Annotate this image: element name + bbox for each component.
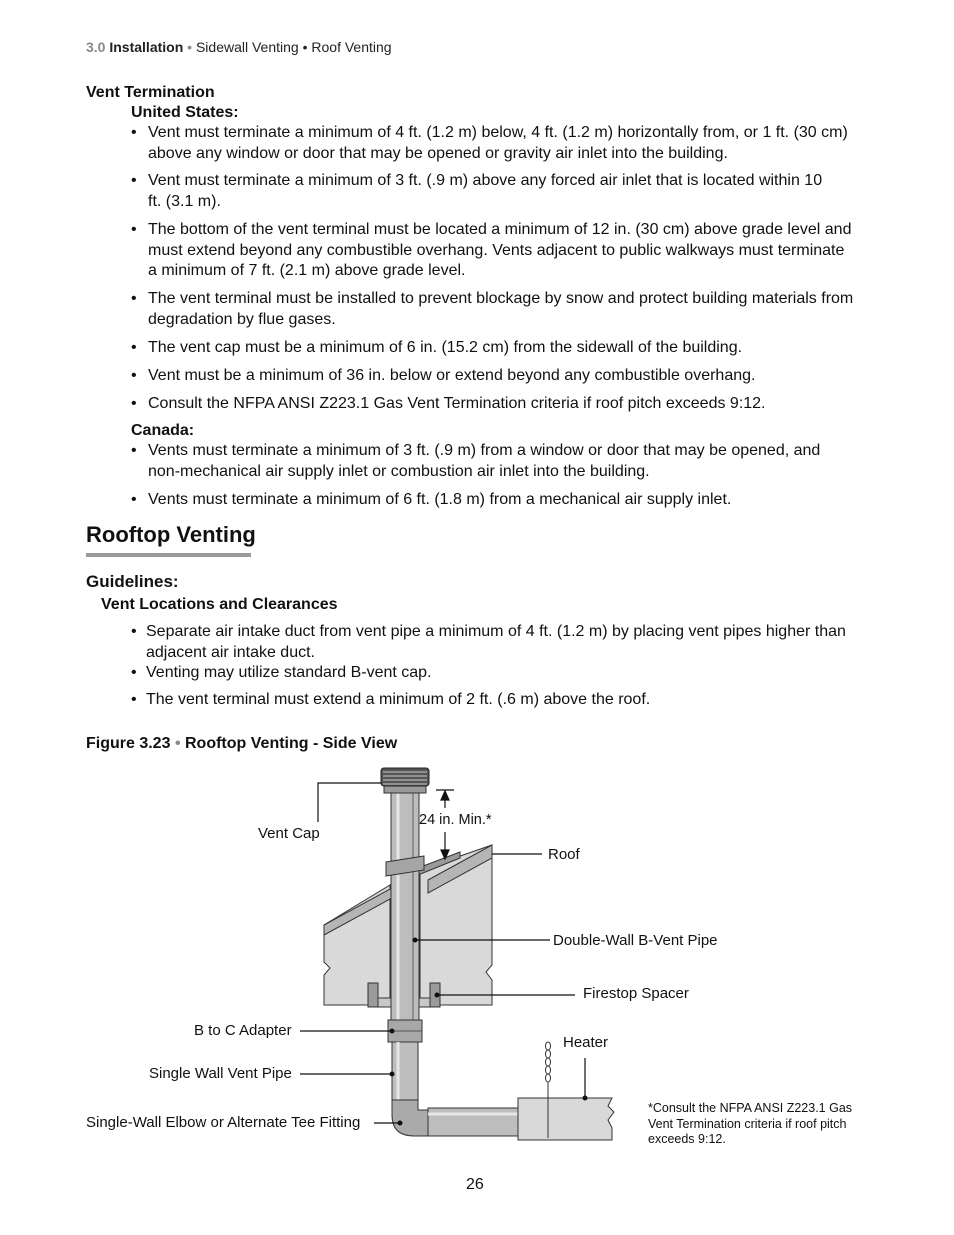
breadcrumb-sidewall: Sidewall Venting: [195, 39, 299, 55]
list-item-text: The vent cap must be a minimum of 6 in. (15.2 cm) from the sidewall of the building.: [148, 339, 743, 356]
bullet: •: [131, 172, 137, 189]
bullet: •: [131, 691, 137, 708]
list-item-text: Separate air intake duct from vent pipe a minimum of 4 ft. (1.2 m) by placing vent pipes higher than adjacent air intake duct.: [146, 623, 846, 661]
vent-termination-title: Vent Termination: [86, 84, 215, 101]
horizontal-pipe: [428, 1108, 518, 1136]
bullet: •: [131, 395, 137, 412]
firestop-spacer-left: [368, 983, 378, 1007]
bullet: •: [131, 491, 137, 508]
list-item-text: Vents must terminate a minimum of 3 ft. (.9 m) from a window or door that may be opened, and non-mechanical air supply inlet or combustion air inlet into the building.: [148, 442, 821, 480]
bullet: •: [131, 221, 137, 238]
figure-separator: •: [174, 735, 181, 752]
page-number: 26: [466, 1176, 484, 1193]
figure-footnote: *Consult the NFPA ANSI Z223.1 Gas Vent Termination criteria if roof pitch exceeds 9:12.: [648, 1101, 853, 1146]
label-vent-cap: Vent Cap: [258, 825, 320, 842]
label-roof: Roof: [548, 846, 580, 863]
figure-title: Rooftop Venting - Side View: [185, 735, 398, 752]
list-item-text: Vent must terminate a minimum of 4 ft. (1.2 m) below, 4 ft. (1.2 m) horizontally from, or 1 ft. (30 cm) above any window or door that may be opened or gravity air inlet into the building.: [148, 124, 848, 162]
label-b-vent-pipe: Double-Wall B-Vent Pipe: [553, 932, 718, 949]
bullet: •: [131, 339, 137, 356]
section-number: 3.0: [86, 39, 106, 55]
list-item-text: The bottom of the vent terminal must be located a minimum of 12 in. (30 cm) above grade level and must extend beyond any combustible overhang. Vents adjacent to public walkways must terminate a minimum of 7 ft. (2.1 m) above grade level.: [148, 221, 852, 279]
us-heading: United States:: [131, 104, 239, 121]
label-firestop-spacer: Firestop Spacer: [583, 985, 689, 1002]
list-item-text: The vent terminal must be installed to prevent blockage by snow and protect building materials from degradation by flue gases.: [148, 290, 854, 328]
list-item-text: Venting may utilize standard B-vent cap.: [146, 664, 432, 681]
canada-heading: Canada:: [131, 422, 195, 439]
b-vent-pipe: [391, 790, 419, 1020]
vent-cap: [381, 768, 429, 786]
section-title: Installation: [109, 39, 184, 55]
bullet: •: [131, 623, 137, 640]
list-item-text: Vent must be a minimum of 36 in. below or extend beyond any combustible overhang.: [148, 367, 756, 384]
bullet: •: [131, 367, 137, 384]
breadcrumb-roof: Roof Venting: [311, 39, 392, 55]
label-elbow-fitting: Single-Wall Elbow or Alternate Tee Fitting: [86, 1114, 361, 1131]
bullet: •: [131, 664, 137, 681]
label-b-to-c-adapter: B to C Adapter: [194, 1022, 292, 1039]
list-item-text: The vent terminal must extend a minimum of 2 ft. (.6 m) above the roof.: [146, 691, 651, 708]
elbow-fitting: [392, 1100, 430, 1136]
vent-locations-heading: Vent Locations and Clearances: [101, 596, 338, 613]
guidelines-heading: Guidelines:: [86, 572, 179, 591]
figure-number: Figure 3.23: [86, 735, 171, 752]
label-single-wall-pipe: Single Wall Vent Pipe: [149, 1065, 292, 1082]
rooftop-venting-title: Rooftop Venting: [86, 522, 256, 547]
heater-box: [518, 1098, 614, 1140]
breadcrumb-separator: •: [302, 39, 308, 55]
bullet: •: [131, 442, 137, 459]
list-item-text: Vents must terminate a minimum of 6 ft. (1.8 m) from a mechanical air supply inlet.: [148, 491, 732, 508]
bullet: •: [131, 124, 137, 141]
label-heater: Heater: [563, 1034, 609, 1051]
label-min-height: 24 in. Min.*: [419, 812, 492, 828]
list-item-text: Vent must terminate a minimum of 3 ft. (.9 m) above any forced air inlet that is located within 10 ft. (3.1 m).: [148, 172, 823, 210]
leader-vent-cap: [318, 783, 381, 822]
list-item-text: Consult the NFPA ANSI Z223.1 Gas Vent Termination criteria if roof pitch exceeds 9:12.: [148, 395, 766, 412]
single-wall-pipe: [392, 1042, 418, 1100]
bullet: •: [131, 290, 137, 307]
header-separator: •: [187, 39, 193, 55]
